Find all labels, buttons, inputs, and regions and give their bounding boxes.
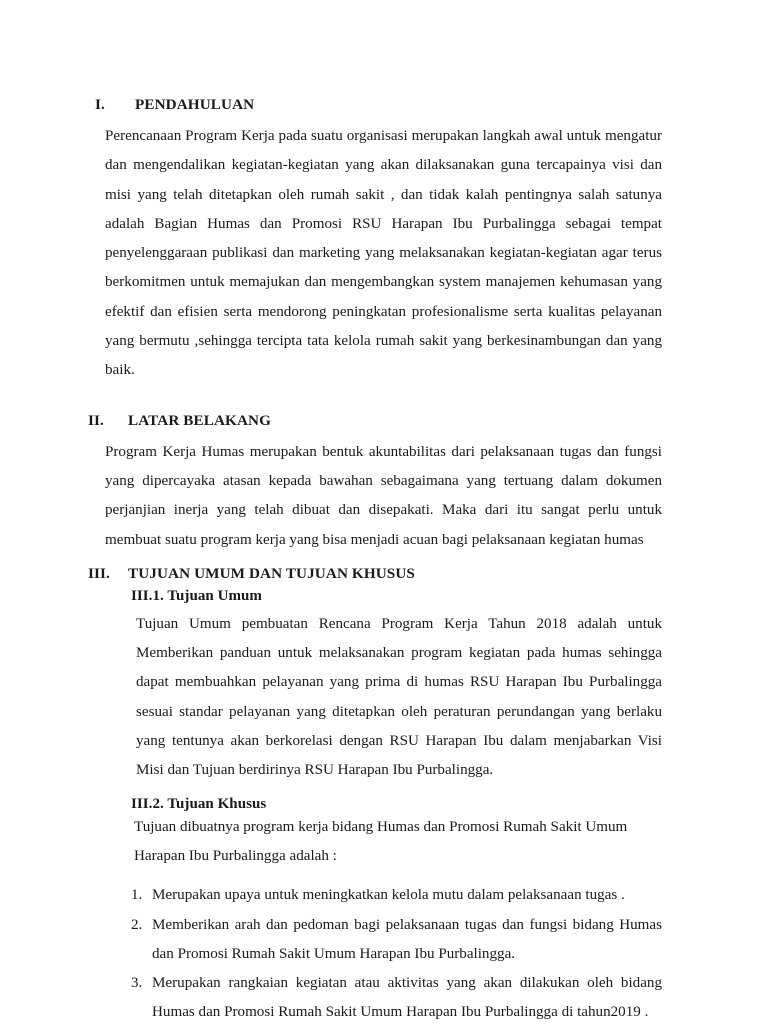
list-item	[88, 911, 662, 970]
spacer	[88, 430, 662, 438]
subsection-tujuan-khusus	[88, 796, 662, 1028]
spacer	[88, 114, 662, 122]
section-caption-tujuan: TUJUAN UMUM DAN TUJUAN KHUSUS	[128, 564, 415, 582]
section-heading-iii	[88, 565, 662, 583]
section-numeral-iii: III.	[88, 564, 110, 582]
paragraph-tujuan-khusus-line-2: Harapan Ibu Purbalingga adalah :	[134, 847, 337, 864]
subsection-title-tujuan-umum: III.1. Tujuan Umum	[131, 587, 262, 604]
list-item-text: Merupakan upaya untuk meningkatkan kelola mutu dalam pelaksanaan tugas .	[152, 887, 625, 904]
section-numeral-i: I.	[95, 96, 105, 113]
spacer	[88, 386, 662, 412]
subsection-title-tujuan-khusus: III.2. Tujuan Khusus	[131, 795, 267, 812]
section-pendahuluan	[88, 96, 662, 386]
section-numeral-ii: II.	[88, 411, 104, 429]
section-heading-ii	[88, 412, 662, 430]
section-tujuan	[88, 565, 662, 1028]
section-latar-belakang	[88, 412, 662, 555]
section-heading-i	[88, 96, 662, 114]
list-item	[88, 969, 662, 1028]
list-item	[88, 881, 662, 910]
list-item-text: Merupakan rangkaian kegiatan atau aktivitas yang akan dilakukan oleh bidang Humas dan Promosi Rumah Sakit Umum Harapan Ibu Purbalingga di tahun2019 .	[152, 975, 662, 1021]
list-item-marker: 1.	[131, 887, 143, 904]
list-item-marker: 2.	[131, 916, 143, 933]
list-item-text: Memberikan arah dan pedoman bagi pelaksanaan tugas dan fungsi bidang Humas dan Promosi Rumah Sakit Umum Harapan Ibu Purbalingga.	[152, 916, 662, 962]
paragraph-latar-belakang: Program Kerja Humas merupakan bentuk akuntabilitas dari pelaksanaan tugas dan fungsi yang dipercayaka atasan kepada bawahan sebagaimana yang tertuang dalam dokumen perjanjian inerja yang telah dibuat dan disepakati. Maka dari itu sangat perlu untuk membuat suatu program kerja yang bisa menjadi acuan bagi pelaksanaan kegiatan humas	[105, 443, 662, 548]
spacer	[88, 871, 662, 881]
subsection-tujuan-umum	[88, 588, 662, 786]
tujuan-khusus-list	[88, 881, 662, 1027]
paragraph-tujuan-khusus-line-1: Tujuan dibuatnya program kerja bidang Humas dan Promosi Rumah Sakit Umum	[134, 818, 628, 835]
spacer	[88, 555, 662, 565]
paragraph-tujuan-umum: Tujuan Umum pembuatan Rencana Program Kerja Tahun 2018 adalah untuk Memberikan panduan untuk melaksanakan program kegiatan pada humas sehingga dapat membuahkan pelayanan yang prima di humas RSU Harapan Ibu Purbalingga sesuai standar pelayanan yang ditetapkan oleh peraturan perundangan yang berlaku yang tentunya akan berkorelasi dengan RSU Harapan Ibu dalam menjabarkan Visi Misi dan Tujuan berdirinya RSU Harapan Ibu Purbalingga.	[136, 615, 662, 779]
spacer	[88, 786, 662, 796]
list-item-marker: 3.	[131, 975, 143, 992]
section-caption-pendahuluan: PENDAHULUAN	[135, 96, 255, 113]
paragraph-pendahuluan: Perencanaan Program Kerja pada suatu organisasi merupakan langkah awal untuk mengatur dan mengendalikan kegiatan-kegiatan yang akan dilaksanakan guna tercapainya visi dan misi yang telah ditetapkan oleh rumah sakit , dan tidak kalah pentingnya salah satunya adalah Bagian Humas dan Promosi RSU Harapan Ibu Purbalingga sebagai tempat penyelenggaraan publikasi dan marketing yang melaksanakan kegiatan-kegiatan agar terus berkomitmen untuk memajukan dan mengembangkan system manajemen kehumasan yang efektif dan efisien serta mendorong peningkatan profesionalisme serta kualitas pelayanan yang bermutu ,sehingga tercipta tata kelola rumah sakit yang berkesinambungan dan yang baik.	[105, 128, 662, 379]
section-caption-latar-belakang: LATAR BELAKANG	[128, 411, 272, 429]
